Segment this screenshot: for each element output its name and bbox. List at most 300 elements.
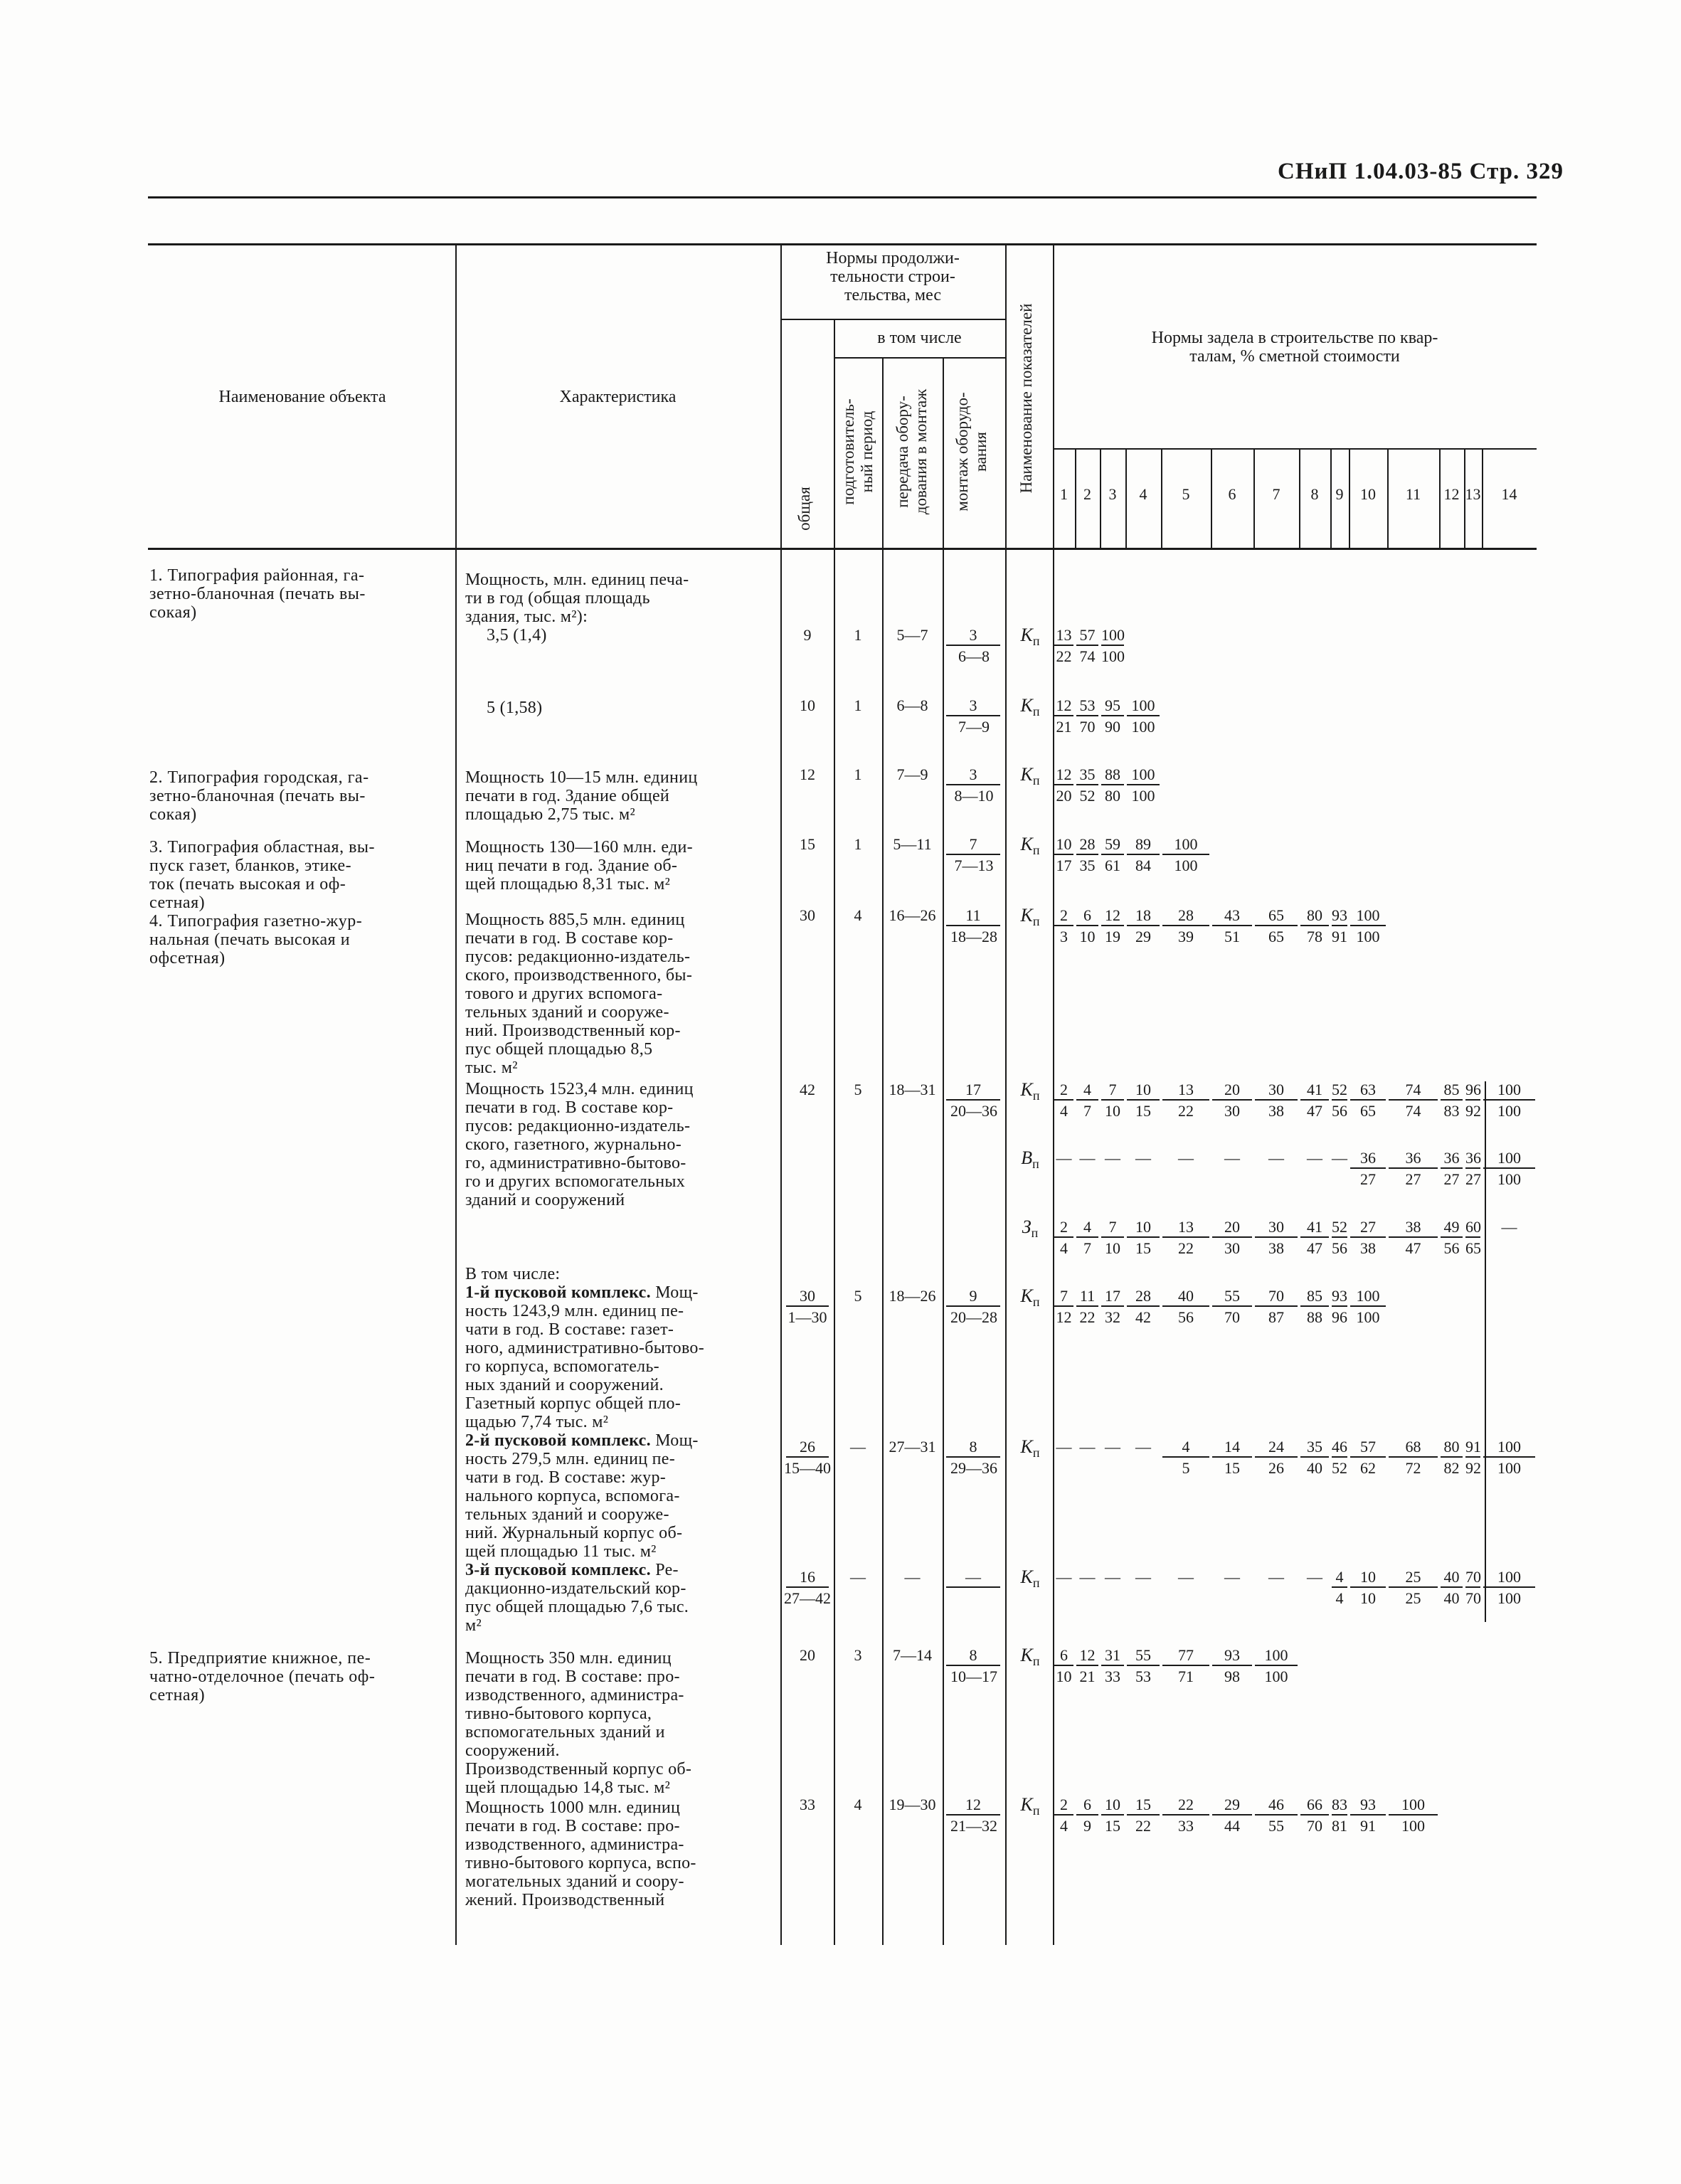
quarter-value: 12	[1054, 696, 1073, 716]
quarter-value: 27	[1443, 1170, 1460, 1188]
quarter-value: —	[1135, 1149, 1151, 1167]
quarter-value: 4	[1076, 1081, 1098, 1101]
quarter-value: 15	[1135, 1239, 1151, 1257]
quarter-value: 36	[1389, 1149, 1438, 1169]
quarter-value: 43	[1212, 906, 1252, 926]
mount-period-range: 29—36	[950, 1459, 997, 1477]
quarter-value: 10	[1105, 1102, 1120, 1120]
quarter-number: 4	[1139, 485, 1147, 503]
quarter-value: 33	[1178, 1817, 1194, 1835]
quarter-value: 27	[1405, 1170, 1421, 1188]
quarter-value: 46	[1255, 1796, 1298, 1815]
vline-name-char	[455, 243, 457, 1945]
mount-period-range: 20—36	[950, 1102, 997, 1120]
quarter-value: 36	[1441, 1149, 1463, 1169]
transfer-period: —	[904, 1568, 921, 1586]
quarter-value: 2	[1054, 1796, 1073, 1815]
quarter-value: 80	[1441, 1438, 1463, 1458]
quarter-value: 15	[1224, 1459, 1240, 1477]
quarter-value: 100	[1255, 1646, 1298, 1666]
quarter-value: 41	[1300, 1081, 1329, 1101]
quarter-value: 10	[1127, 1218, 1160, 1238]
quarter-value: 100	[1483, 1081, 1535, 1101]
quarter-value: —	[1135, 1438, 1151, 1456]
quarter-value: 87	[1268, 1308, 1284, 1326]
mount-period: 11	[946, 906, 1000, 926]
characteristic: Мощность 885,5 млн. единиц печати в год. В составе кор- пусов: редакционно-издатель- ского, производственного, бы- тового и других вспомога- тельных зданий и сооруже- ний. Производственный кор- пус общей площадью 8,5 тыс. м²	[465, 911, 693, 1077]
total-duration-range: 15—40	[784, 1459, 831, 1477]
quarter-value: 93	[1332, 1287, 1347, 1307]
indicator-label	[1009, 1646, 1051, 1670]
quarter-value: 2	[1054, 906, 1073, 926]
characteristic: Мощность 350 млн. единиц печати в год. В составе: про- изводственного, администра- тивно-бытового корпуса, вспомогательных зданий и сооружений. Производственный корпус об- щей площадью 14,8 тыс. м²	[465, 1649, 692, 1797]
characteristic	[465, 1431, 699, 1561]
quarter-value: 4	[1060, 1102, 1068, 1120]
indicator-subscript: п	[1032, 843, 1040, 858]
quarter-value: 30	[1255, 1218, 1298, 1238]
quarter-value: 47	[1307, 1239, 1322, 1257]
header-reserve: Нормы задела в строительстве по квар- талам, % сметной стоимости	[1151, 329, 1438, 366]
page-header: СНиП 1.04.03-85 Стр. 329	[1278, 159, 1564, 184]
indicator-letter: К	[1020, 1436, 1033, 1457]
quarter-value: —	[1056, 1149, 1072, 1167]
quarter-value: —	[1224, 1149, 1240, 1167]
quarter-value: 70	[1255, 1287, 1298, 1307]
quarter-value: 20	[1212, 1081, 1252, 1101]
quarter-value: 35	[1076, 765, 1098, 785]
total-duration: 33	[800, 1796, 815, 1813]
vline-transfer-mount	[943, 357, 944, 1945]
quarter-value: 5	[1182, 1459, 1190, 1477]
quarter-value: 100	[1356, 1308, 1380, 1326]
quarter-value: 57	[1076, 626, 1098, 646]
quarter-value: 65	[1360, 1102, 1376, 1120]
quarter-value: 15	[1105, 1817, 1120, 1835]
quarter-value: —	[1079, 1568, 1096, 1586]
quarter-value: 56	[1332, 1239, 1347, 1257]
indicator-subscript: п	[1032, 1576, 1040, 1591]
header-name: Наименование объекта	[218, 388, 386, 406]
quarter-value: 100	[1497, 1102, 1521, 1120]
mount-period-range: 18—28	[950, 928, 997, 945]
quarter-value: 100	[1162, 835, 1209, 855]
indicator-letter: З	[1022, 1216, 1032, 1237]
quarter-value: 91	[1465, 1438, 1480, 1458]
rule-durations	[780, 319, 1005, 320]
quarter-value: 52	[1332, 1459, 1347, 1477]
object-name: 3. Типография областная, вы- пуск газет, бланков, этике- ток (печать высокая и оф- сетная)	[149, 838, 376, 912]
quarter-value: 19	[1105, 928, 1120, 945]
prep-period: 3	[854, 1646, 862, 1664]
quarter-value: 22	[1162, 1796, 1209, 1815]
vline-char-total	[780, 243, 782, 1945]
quarter-value: 100	[1101, 647, 1125, 665]
quarter-value: 17	[1101, 1287, 1124, 1307]
quarter-value: 38	[1268, 1102, 1284, 1120]
mount-period: 7	[946, 835, 1000, 855]
quarter-value: 70	[1307, 1817, 1322, 1835]
quarter-value: 30	[1255, 1081, 1298, 1101]
indicator-subscript: п	[1032, 1295, 1040, 1310]
quarter-value: 4	[1335, 1589, 1344, 1607]
quarter-value: 56	[1178, 1308, 1194, 1326]
quarter-value: 38	[1389, 1218, 1438, 1238]
quarter-value: 61	[1105, 857, 1120, 874]
quarter-value: 7	[1083, 1239, 1091, 1257]
indicator-letter: К	[1020, 1079, 1033, 1100]
vline-mount-ind	[1005, 243, 1007, 1945]
vline-prep-transfer	[882, 357, 884, 1945]
quarter-value: 49	[1441, 1218, 1463, 1238]
quarter-value: 98	[1224, 1668, 1240, 1685]
mount-period: 3	[946, 626, 1000, 646]
total-duration: 10	[800, 696, 815, 714]
rule-incl	[834, 357, 1005, 359]
characteristic: 3,5 (1,4)	[487, 626, 547, 645]
quarter-value: 66	[1300, 1796, 1329, 1815]
characteristic: Мощность 130—160 млн. еди- ниц печати в год. Здание об- щей площадью 8,31 тыс. м²	[465, 838, 693, 894]
mount-period: 17	[946, 1081, 1000, 1101]
characteristic-text: Ре- дакционно-издательский кор- пус общей площадью 7,6 тыс. м²	[465, 1561, 689, 1635]
indicator-label	[1009, 696, 1051, 721]
quarter-value: 24	[1255, 1438, 1298, 1458]
quarter-value: 81	[1332, 1817, 1347, 1835]
quarter-value: —	[1332, 1149, 1347, 1167]
quarter-value: 36	[1350, 1149, 1386, 1169]
quarter-value: 10	[1054, 835, 1073, 855]
quarter-value: 6	[1054, 1646, 1073, 1666]
quarter-value: 28	[1076, 835, 1098, 855]
prep-period: 4	[854, 1796, 862, 1813]
indicator-letter: К	[1020, 1794, 1033, 1815]
table-head-bottom-rule	[148, 548, 1537, 550]
mount-period-range: 21—32	[950, 1817, 997, 1835]
total-duration: 20	[800, 1646, 815, 1664]
mount-period: 8	[946, 1438, 1000, 1458]
quarter-value: —	[1501, 1218, 1517, 1236]
quarter-value: 100	[1350, 906, 1386, 926]
quarter-value: 100	[1497, 1589, 1521, 1607]
quarter-value: 22	[1178, 1239, 1194, 1257]
quarter-value: —	[1178, 1568, 1194, 1586]
transfer-period: 16—26	[889, 906, 936, 924]
mount-period-range: 7—9	[958, 718, 990, 736]
quarter-value: 72	[1405, 1459, 1421, 1477]
quarter-value: 100	[1131, 787, 1155, 805]
indicator-label	[1009, 1438, 1051, 1462]
indicator-subscript: п	[1032, 773, 1040, 788]
indicator-label	[1009, 626, 1051, 650]
quarter-value: 28	[1127, 1287, 1160, 1307]
transfer-period: 6—8	[896, 696, 928, 714]
quarter-value: 6	[1076, 1796, 1098, 1815]
transfer-period: 19—30	[889, 1796, 936, 1813]
total-duration: 9	[803, 626, 812, 644]
quarter-number: 8	[1310, 485, 1319, 503]
quarter-value: 51	[1224, 928, 1240, 945]
quarter-value: 29	[1135, 928, 1151, 945]
quarter-value: 35	[1079, 857, 1096, 874]
quarter-value: 83	[1332, 1796, 1347, 1815]
indicator-subscript: п	[1032, 704, 1040, 719]
quarter-value: 78	[1307, 928, 1322, 945]
quarter-value: 52	[1332, 1081, 1347, 1101]
header-mount: монтаж оборудо- вания	[953, 392, 990, 511]
indicator-subscript: п	[1032, 1157, 1039, 1172]
quarter-value: —	[1105, 1568, 1120, 1586]
transfer-period: 5—11	[893, 835, 932, 853]
indicator-letter: В	[1021, 1147, 1033, 1168]
quarter-value: 90	[1105, 718, 1120, 736]
indicator-letter: К	[1020, 695, 1033, 716]
indicator-letter: К	[1020, 1645, 1033, 1665]
mount-period: 3	[946, 765, 1000, 785]
object-name: 1. Типография районная, га- зетно-бланочная (печать вы- сокая)	[149, 566, 366, 622]
quarter-value: 6	[1076, 906, 1098, 926]
quarter-value: 30	[1224, 1102, 1240, 1120]
quarter-value: 100	[1350, 1287, 1386, 1307]
mount-period-range: 8—10	[954, 787, 994, 805]
quarter-value: 100	[1174, 857, 1198, 874]
quarter-value: 92	[1465, 1459, 1481, 1477]
header-transfer: передача обору- дования в монтаж	[893, 388, 930, 515]
quarter-value: —	[1056, 1568, 1072, 1586]
quarter-value: 27	[1350, 1218, 1386, 1238]
quarter-value: —	[1135, 1568, 1151, 1586]
quarter-value: 4	[1060, 1817, 1068, 1835]
quarter-value: 74	[1389, 1081, 1438, 1101]
quarter-value: 70	[1079, 718, 1096, 736]
quarter-value: 93	[1350, 1796, 1386, 1815]
quarter-value: 17	[1056, 857, 1072, 874]
quarter-value: 40	[1162, 1287, 1209, 1307]
quarter-value: 21	[1056, 718, 1072, 736]
quarter-value: 39	[1178, 928, 1194, 945]
quarter-value: 77	[1162, 1646, 1209, 1666]
total-duration: 42	[800, 1081, 815, 1098]
quarter-number: 14	[1501, 485, 1517, 503]
quarter-value: 4	[1060, 1239, 1068, 1257]
quarter-value: 60	[1465, 1218, 1480, 1238]
quarter-number: 12	[1443, 485, 1460, 503]
quarter-value: 91	[1332, 928, 1347, 945]
indicator-label	[1009, 1568, 1051, 1592]
quarter-value: 100	[1127, 765, 1160, 785]
quarter-value: 4	[1076, 1218, 1098, 1238]
quarter-value: 15	[1127, 1796, 1160, 1815]
quarter-value: 25	[1405, 1589, 1421, 1607]
quarter-value: 40	[1307, 1459, 1322, 1477]
quarter-value: 32	[1105, 1308, 1120, 1326]
object-name: 5. Предприятие книжное, пе- чатно-отделочное (печать оф- сетная)	[149, 1649, 376, 1705]
transfer-period: 18—26	[889, 1287, 936, 1305]
characteristic: Мощность 1000 млн. единиц печати в год. В составе: про- изводственного, администра- тивно-бытового корпуса, вспо- могательных зданий и соору- жений. Производственный	[465, 1798, 696, 1909]
quarter-value: 11	[1076, 1287, 1098, 1307]
quarter-value: —	[1268, 1149, 1284, 1167]
total-duration: 30	[786, 1287, 829, 1307]
quarter-value: 12	[1054, 765, 1073, 785]
quarter-value: 9	[1083, 1817, 1091, 1835]
total-duration: 15	[800, 835, 815, 853]
quarter-value: 10	[1127, 1081, 1160, 1101]
quarter-value: 100	[1497, 1170, 1521, 1188]
quarter-value: 38	[1268, 1239, 1284, 1257]
indicator-letter: К	[1020, 834, 1033, 854]
quarter-value: —	[1079, 1438, 1096, 1456]
mount-period: 8	[946, 1646, 1000, 1666]
complex-label: 2-й пусковой комплекс.	[465, 1431, 651, 1450]
quarter-value: 100	[1101, 626, 1124, 646]
transfer-period: 7—9	[896, 765, 928, 783]
characteristic: Мощность 10—15 млн. единиц печати в год. Здание общей площадью 2,75 тыс. м²	[465, 768, 698, 824]
quarter-value: 70	[1224, 1308, 1240, 1326]
quarter-value: 13	[1162, 1218, 1209, 1238]
quarter-value: 65	[1268, 928, 1284, 945]
mount-period: —	[946, 1568, 1000, 1588]
indicator-label	[1009, 1081, 1051, 1105]
header-rule	[148, 196, 1537, 198]
indicator-label	[1009, 765, 1051, 790]
header-incl: в том числе	[877, 329, 962, 347]
quarter-value: 10	[1079, 928, 1096, 945]
quarter-value: 40	[1443, 1589, 1460, 1607]
prep-period: 4	[854, 906, 862, 924]
quarter-value: 36	[1465, 1149, 1480, 1169]
quarter-value: 42	[1135, 1308, 1151, 1326]
quarter-value: 100	[1483, 1568, 1535, 1588]
quarter-value: 2	[1054, 1081, 1073, 1101]
quarter-value: 27	[1465, 1170, 1481, 1188]
mount-period: 9	[946, 1287, 1000, 1307]
quarter-value: 100	[1483, 1149, 1535, 1169]
header-char: Характеристика	[559, 388, 677, 406]
quarter-value: 89	[1127, 835, 1160, 855]
prep-period: 1	[854, 765, 862, 783]
complex-label: 3-й пусковой комплекс.	[465, 1561, 651, 1579]
characteristic: Мощность 1523,4 млн. единиц печати в год. В составе кор- пусов: редакционно-издатель- ского, газетного, журнально- го, административно-бытово- го и других вспомогательных зданий и сооружений	[465, 1080, 694, 1209]
object-name: 4. Типография газетно-жур- нальная (печать высокая и офсетная)	[149, 912, 363, 968]
quarter-value: 21	[1079, 1668, 1096, 1685]
quarter-value: 41	[1300, 1218, 1329, 1238]
quarter-value: 28	[1162, 906, 1209, 926]
quarter-value: 92	[1465, 1102, 1481, 1120]
indicator-label	[1009, 1796, 1051, 1820]
transfer-period: 27—31	[889, 1438, 936, 1456]
quarter-value: 65	[1255, 906, 1298, 926]
complex-label: 1-й пусковой комплекс.	[465, 1283, 651, 1302]
quarter-value: 26	[1268, 1459, 1284, 1477]
quarter-value: 4	[1162, 1438, 1209, 1458]
characteristic: 5 (1,58)	[487, 699, 543, 717]
quarter-value: 20	[1212, 1218, 1252, 1238]
indicator-letter: К	[1020, 625, 1033, 645]
quarter-value: 65	[1465, 1239, 1481, 1257]
indicator-subscript: п	[1032, 1088, 1040, 1103]
indicator-subscript: п	[1032, 1803, 1040, 1818]
quarter-number: 5	[1182, 485, 1190, 503]
quarter-value: 10	[1350, 1568, 1386, 1588]
quarter-value: —	[1079, 1149, 1096, 1167]
quarter-number: 6	[1228, 485, 1236, 503]
total-duration-range: 27—42	[784, 1589, 831, 1607]
quarter-value: 22	[1056, 647, 1072, 665]
quarter-number: 2	[1083, 485, 1091, 503]
quarter-value: 100	[1483, 1438, 1535, 1458]
quarter-value: 57	[1350, 1438, 1386, 1458]
quarter-value: 96	[1465, 1081, 1480, 1101]
quarter-value: 35	[1300, 1438, 1329, 1458]
mount-period-range: 6—8	[958, 647, 990, 665]
quarter-value: 10	[1056, 1668, 1072, 1685]
quarter-number: 13	[1465, 485, 1481, 503]
quarter-value: 93	[1212, 1646, 1252, 1666]
quarter-value: 52	[1332, 1218, 1347, 1238]
quarter-value: 100	[1497, 1459, 1521, 1477]
quarter-value: 27	[1360, 1170, 1376, 1188]
indicator-letter: К	[1020, 1567, 1033, 1587]
quarter-value: —	[1105, 1438, 1120, 1456]
characteristic-text: Мощ- ность 1243,9 млн. единиц пе- чати в год. В составе: газет- ного, административно-бытово- го корпуса, вспомогатель- ных зданий и сооружений. Газетный корпус общей пло- щадью 7,74 тыс. м²	[465, 1283, 705, 1431]
quarter-number: 7	[1272, 485, 1280, 503]
characteristic: В том числе:	[465, 1265, 561, 1283]
quarter-value: —	[1178, 1149, 1194, 1167]
characteristic	[465, 1283, 704, 1431]
mount-period-range: 20—28	[950, 1308, 997, 1326]
mount-period: 12	[946, 1796, 1000, 1815]
prep-period: 1	[854, 626, 862, 644]
quarter-value: 85	[1300, 1287, 1329, 1307]
quarter-value: 18	[1127, 906, 1160, 926]
quarter-value: 55	[1127, 1646, 1160, 1666]
indicator-label	[1009, 835, 1051, 859]
quarter-value: 52	[1079, 787, 1096, 805]
object-name: 2. Типография городская, га- зетно-бланочная (печать вы- сокая)	[149, 768, 369, 824]
quarter-value: 82	[1443, 1459, 1460, 1477]
indicator-label	[1009, 906, 1051, 931]
quarter-value: 13	[1162, 1081, 1209, 1101]
quarter-value: 70	[1465, 1589, 1481, 1607]
quarter-value: 12	[1101, 906, 1124, 926]
quarter-value: 63	[1350, 1081, 1386, 1101]
quarter-value: 70	[1465, 1568, 1480, 1588]
quarter-value: 91	[1360, 1817, 1376, 1835]
quarter-value: 47	[1307, 1102, 1322, 1120]
quarter-value: 20	[1056, 787, 1072, 805]
quarter-number: 1	[1060, 485, 1068, 503]
quarter-value: —	[1307, 1149, 1322, 1167]
quarter-value: 10	[1360, 1589, 1376, 1607]
quarter-value: 100	[1131, 718, 1155, 736]
quarter-value: 38	[1360, 1239, 1376, 1257]
total-duration: 26	[786, 1438, 829, 1458]
quarter-value: 84	[1135, 857, 1151, 874]
quarter-value: 3	[1060, 928, 1068, 945]
quarter-value: 68	[1389, 1438, 1438, 1458]
mount-period: 3	[946, 696, 1000, 716]
quarter-value: 33	[1105, 1668, 1120, 1685]
total-duration: 30	[800, 906, 815, 924]
quarter-value: 74	[1405, 1102, 1421, 1120]
quarter-value: 25	[1389, 1568, 1438, 1588]
prep-period: 1	[854, 696, 862, 714]
quarter-value: 74	[1079, 647, 1096, 665]
quarter-value: 14	[1212, 1438, 1252, 1458]
quarter-value: 31	[1101, 1646, 1124, 1666]
quarter-value: 95	[1101, 696, 1124, 716]
header-prep: подготовитель- ный период	[839, 398, 876, 505]
indicator-letter: К	[1020, 905, 1033, 926]
indicator-subscript: п	[1032, 914, 1040, 929]
